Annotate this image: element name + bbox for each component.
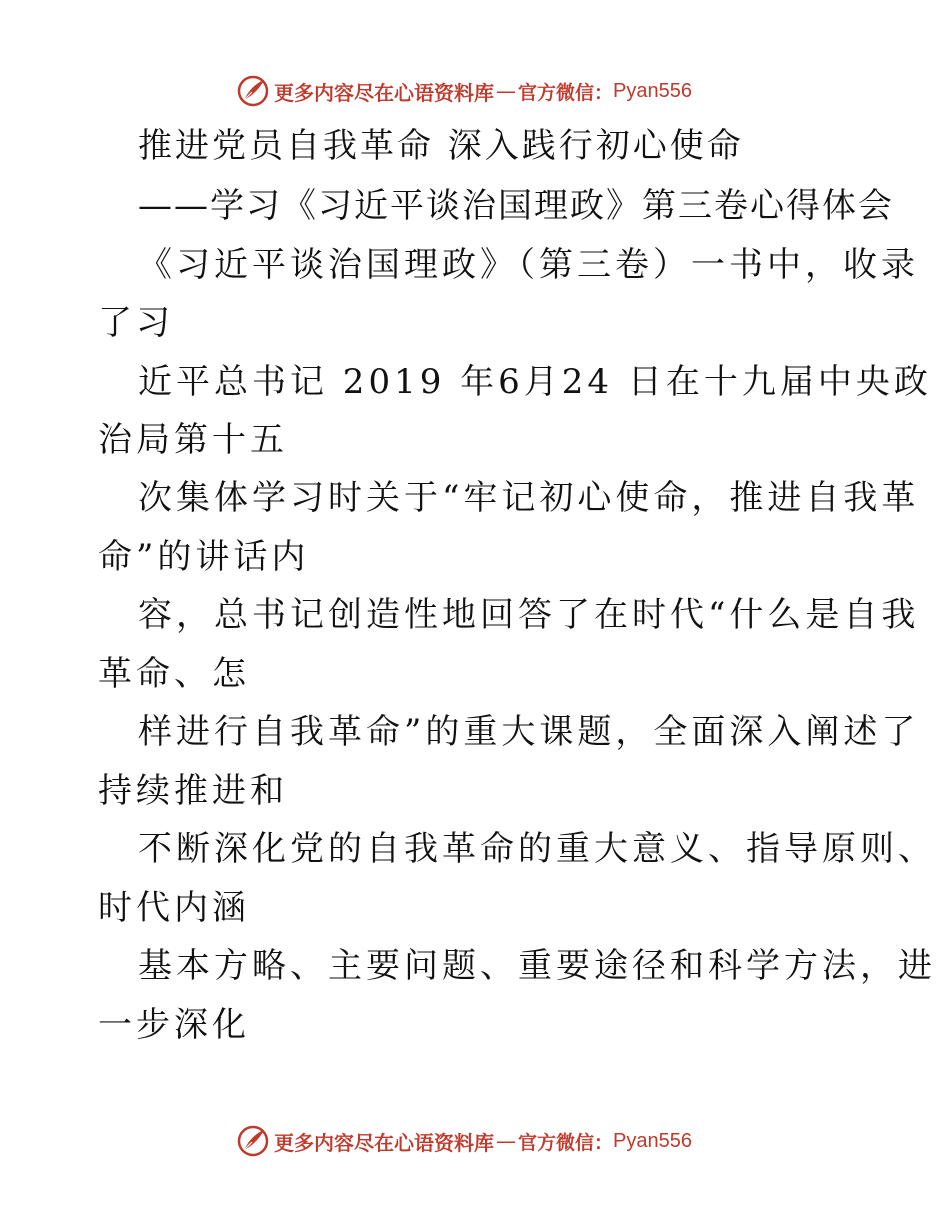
paragraph-line: 时代内涵 — [98, 888, 250, 928]
paragraph-line: 了习 — [98, 303, 174, 343]
paragraph-line: 基本方略、主要问题、重要途径和科学方法，进 — [138, 946, 936, 986]
banner-dash: — — [496, 1129, 516, 1153]
header-banner — [236, 72, 692, 110]
feather-pen-icon — [236, 1124, 270, 1158]
banner-wechat-label: 官方微信： — [518, 1131, 614, 1154]
paragraph-line: 治局第十五 — [98, 420, 288, 460]
banner-text: 更多内容尽在心语资料库 — [274, 80, 494, 105]
document-title: 推进党员自我革命 深入践行初心使命 — [138, 126, 744, 166]
paragraph-line: 不断深化党的自我革命的重大意义、指导原则、 — [138, 829, 936, 869]
paragraph-line: 样进行自我革命”的重大课题，全面深入阐述了 — [138, 712, 920, 752]
document-subtitle: ——学习《习近平谈治国理政》第三卷心得体会 — [138, 186, 894, 226]
footer-banner — [236, 1122, 692, 1160]
paragraph-line: 《习近平谈治国理政》（第三卷）一书中，收录 — [138, 245, 919, 285]
paragraph-line: 次集体学习时关于“牢记初心使命，推进自我革 — [138, 478, 920, 518]
paragraph-line: 持续推进和 — [98, 771, 288, 811]
paragraph-line: 近平总书记 2019 年6月24 日在十九届中央政 — [138, 362, 932, 402]
banner-text: 更多内容尽在心语资料库 — [274, 1130, 494, 1155]
paragraph-line: 容，总书记创造性地回答了在时代“什么是自我 — [138, 595, 920, 635]
banner-wechat-label: 官方微信： — [518, 81, 614, 104]
banner-wechat-id: Pyan556 — [613, 79, 692, 102]
paragraph-line: 革命、怎 — [98, 654, 250, 694]
banner-dash: — — [496, 79, 516, 103]
paragraph-line: 命”的讲话内 — [98, 537, 310, 577]
banner-wechat-id: Pyan556 — [613, 1129, 692, 1152]
paragraph-line: 一步深化 — [98, 1005, 250, 1045]
feather-pen-icon — [236, 74, 270, 108]
